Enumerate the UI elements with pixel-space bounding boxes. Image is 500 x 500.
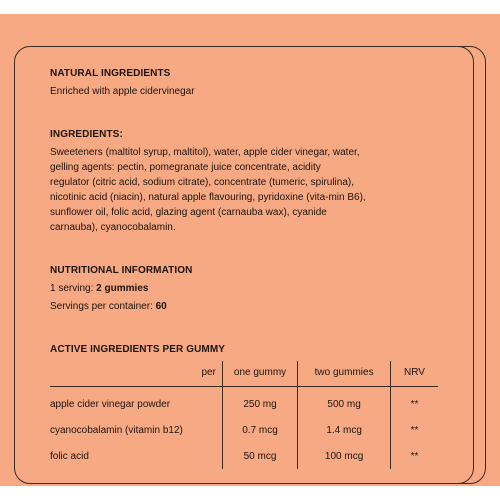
- serving-value: 2 gummies: [96, 283, 149, 294]
- nutritional-information-heading: NUTRITIONAL INFORMATION: [50, 265, 193, 276]
- natural-ingredients-heading: NATURAL INGREDIENTS: [50, 68, 171, 79]
- ingredients-text: [50, 145, 440, 235]
- active-ingredients-heading: ACTIVE INGREDIENTS PER GUMMY: [50, 344, 226, 355]
- ingredient-name: apple cider vinegar powder: [50, 398, 171, 410]
- active-ingredients-table: [50, 361, 438, 469]
- one-gummy-amount: 0.7 mcg: [222, 417, 297, 443]
- natural-ingredients-text: Enriched with apple cidervinegar: [50, 86, 195, 97]
- nrv-value: **: [391, 387, 438, 418]
- column-header-one-gummy: one gummy: [222, 361, 297, 387]
- table-row: [50, 417, 438, 443]
- servings-per-container: [50, 299, 440, 314]
- table-header-row: [50, 361, 438, 387]
- nrv-value: **: [391, 443, 438, 469]
- one-gummy-amount: 50 mcg: [222, 443, 297, 469]
- ingredient-name: cyanocobalamin (vitamin b12): [50, 424, 183, 436]
- ingredients-line: carnauba), cyanocobalamin.: [50, 222, 176, 233]
- ingredients-line: gelling agents: pectin, pomegranate juice concentrate, acidity: [50, 162, 321, 173]
- serving-label: 1 serving:: [50, 283, 97, 294]
- column-header-two-gummies: two gummies: [298, 361, 391, 387]
- nrv-value: **: [391, 417, 438, 443]
- ingredients-line: Sweeteners (maltitol syrup, maltitol), water, apple cider vinegar, water,: [50, 147, 360, 158]
- ingredients-line: sunflower oil, folic acid, glazing agent (carnauba wax), cyanide: [50, 207, 327, 218]
- label-content: [50, 66, 440, 469]
- ingredients-line: nicotinic acid (niacin), natural apple flavouring, pyridoxine (vita-min B6),: [50, 192, 366, 203]
- ingredients-heading: INGREDIENTS:: [50, 129, 123, 140]
- two-gummies-amount: 1.4 mcg: [298, 417, 391, 443]
- two-gummies-amount: 500 mg: [298, 387, 391, 418]
- table-row: [50, 387, 438, 418]
- one-gummy-amount: 250 mg: [222, 387, 297, 418]
- column-header-nrv: NRV: [391, 361, 438, 387]
- serving-size: [50, 281, 440, 296]
- two-gummies-amount: 100 mcg: [298, 443, 391, 469]
- ingredients-line: regulator (citric acid, sodium citrate), concentrate (tumeric, spirulina),: [50, 177, 354, 188]
- ingredient-name: folic acid: [50, 450, 89, 462]
- servings-label: Servings per container:: [50, 301, 156, 312]
- table-row: [50, 443, 438, 469]
- column-header-per: per: [201, 367, 216, 378]
- servings-value: 60: [155, 301, 167, 312]
